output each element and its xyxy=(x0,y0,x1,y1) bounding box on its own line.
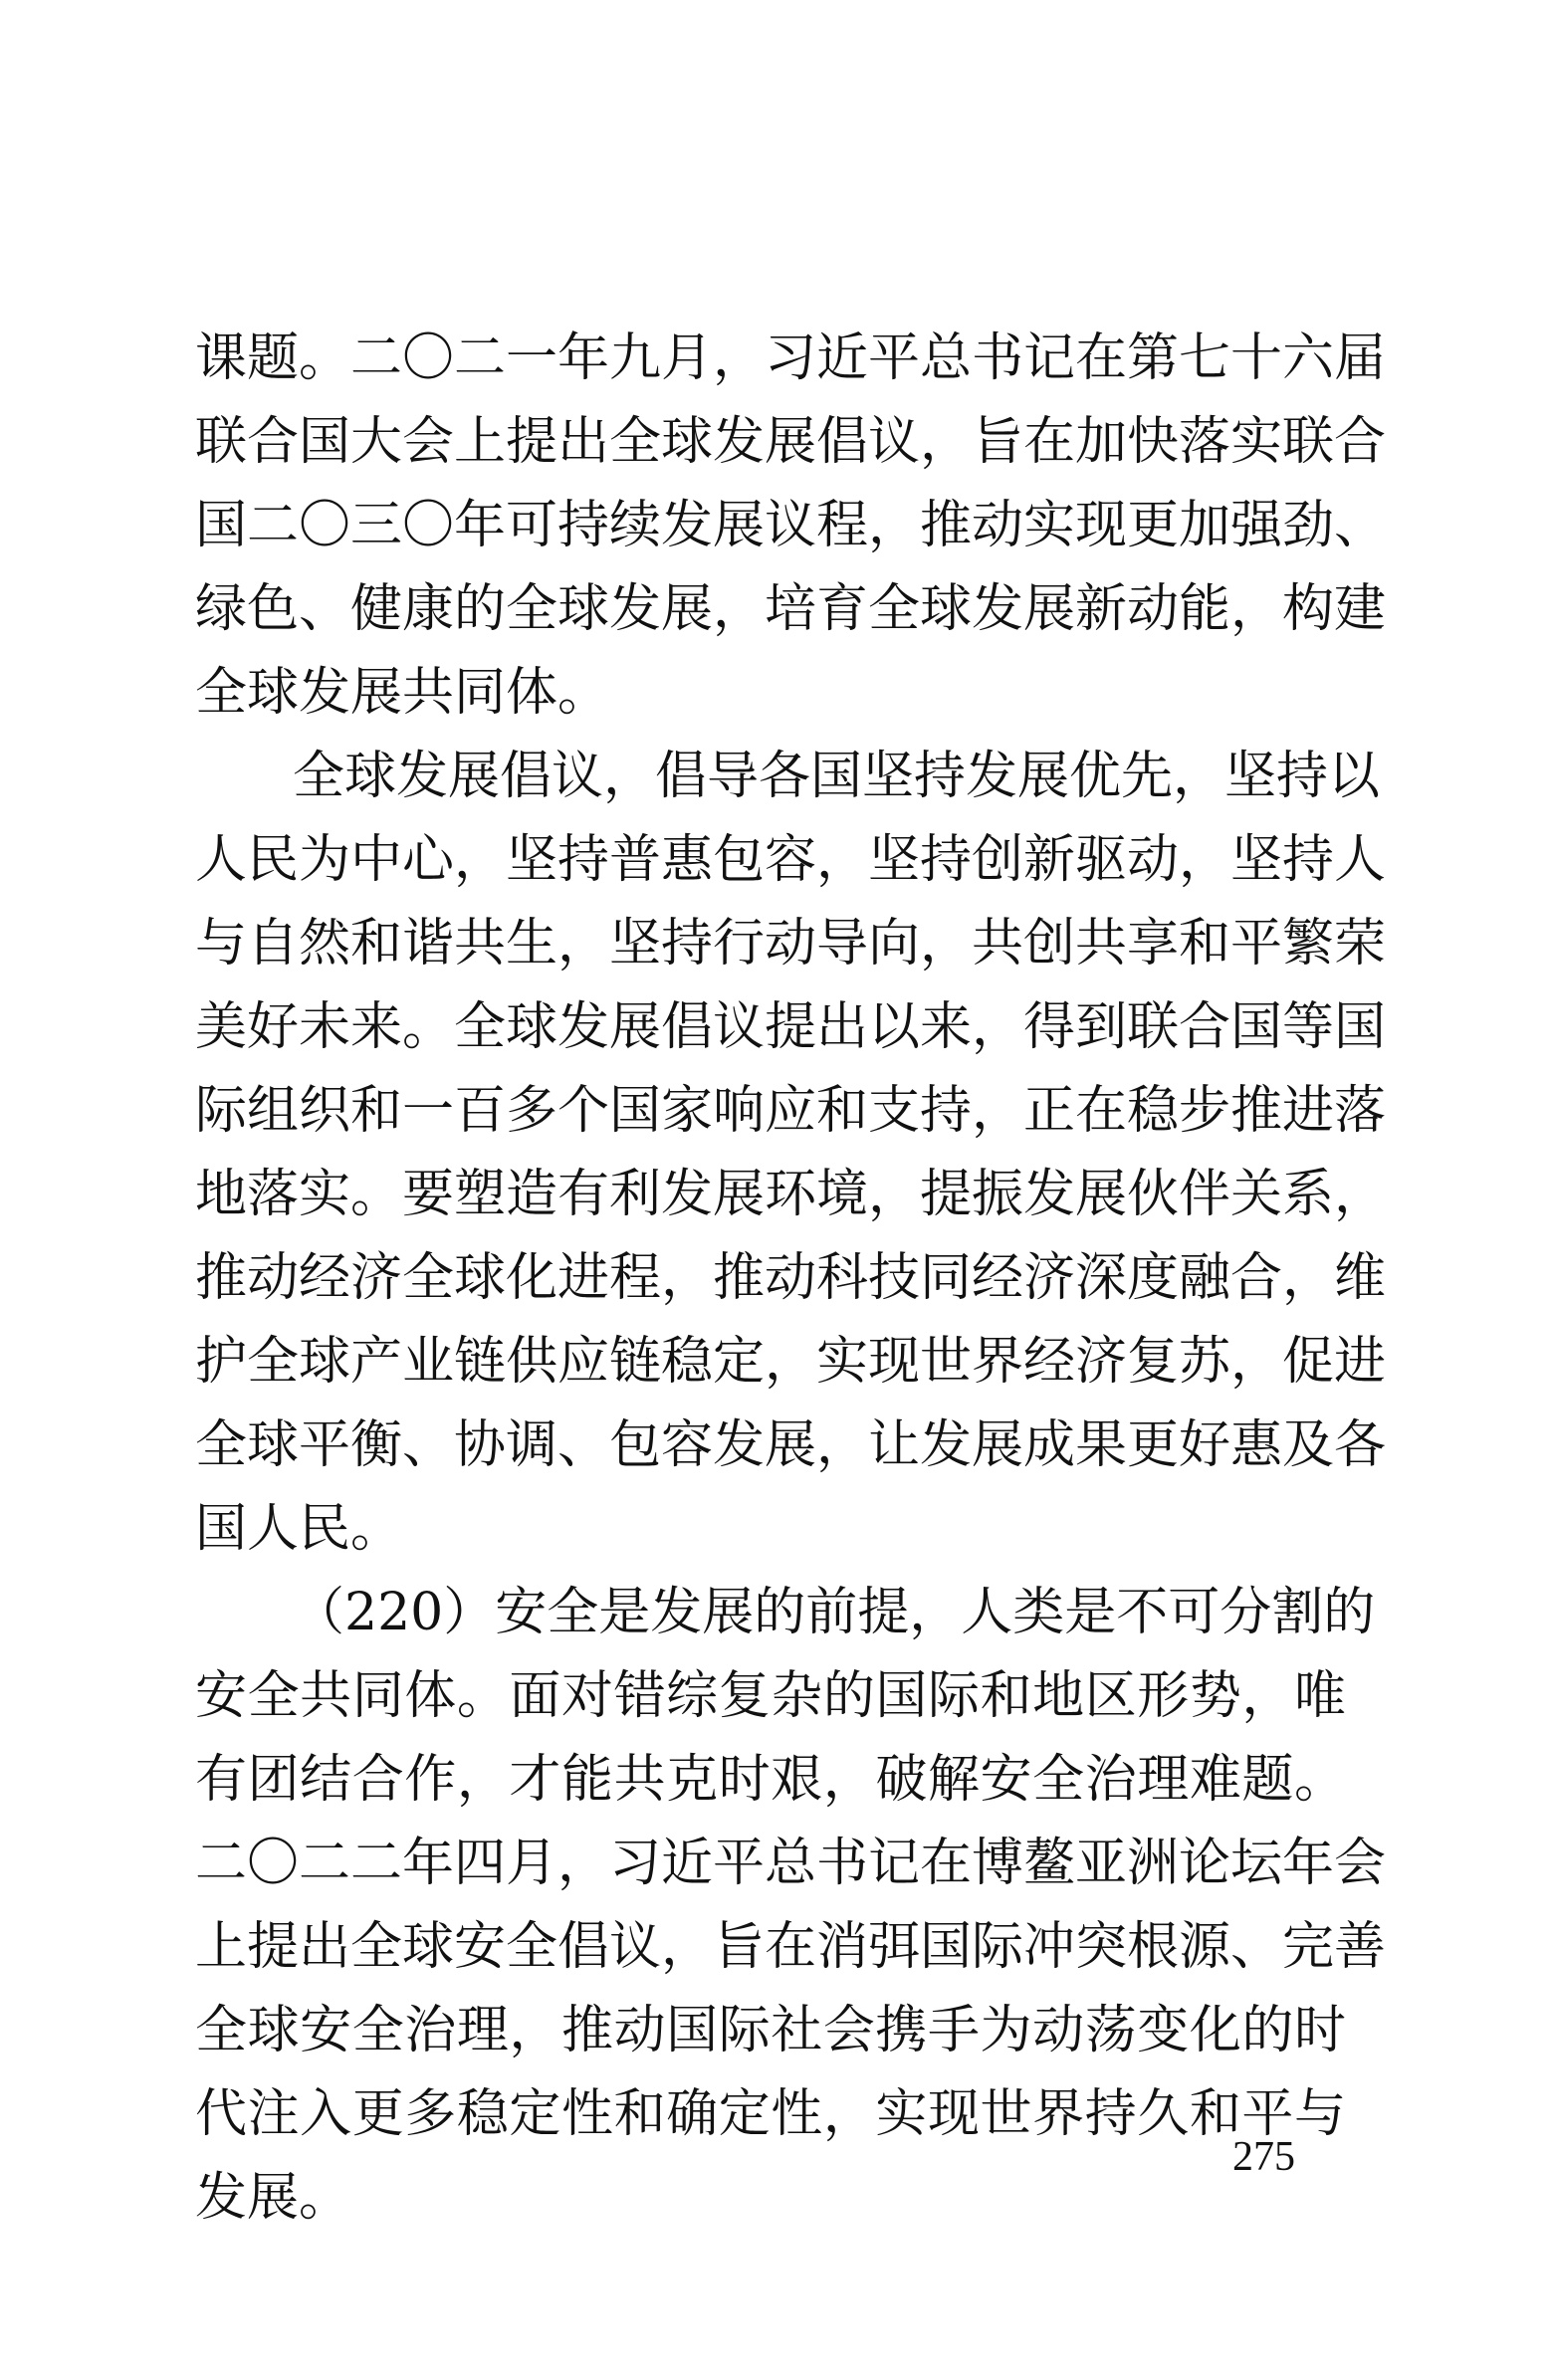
text-line: 代注入更多稳定性和确定性，实现世界持久和平与 xyxy=(195,2084,1346,2144)
text-line: 课题。二〇二一年九月，习近平总书记在第七十六届 xyxy=(195,328,1387,388)
text-line: 二〇二二年四月，习近平总书记在博鳌亚洲论坛年会 xyxy=(195,1834,1387,1893)
text-line: 全球发展倡议，倡导各国坚持发展优先，坚持以 xyxy=(293,747,1381,806)
body-text xyxy=(195,317,1387,2240)
text-line: 有团结合作，才能共克时艰，破解安全治理难题。 xyxy=(195,1750,1346,1810)
text-line: 推动经济全球化进程，推动科技同经济深度融合，维 xyxy=(195,1248,1387,1308)
paragraph-2 xyxy=(195,735,1387,1571)
text-line: 国二〇三〇年可持续发展议程，推动实现更加强劲、 xyxy=(195,496,1387,555)
text-line: 绿色、健康的全球发展，培育全球发展新动能，构建 xyxy=(195,579,1387,639)
paragraph-3 xyxy=(195,1571,1387,2240)
paragraph-1 xyxy=(195,317,1387,735)
text-line: 全球发展共同体。 xyxy=(195,663,610,723)
text-line: 安全共同体。面对错综复杂的国际和地区形势，唯 xyxy=(195,1666,1346,1726)
text-line: 美好未来。全球发展倡议提出以来，得到联合国等国 xyxy=(195,997,1387,1057)
page-number: 275 xyxy=(1232,2134,1295,2180)
text-line: 联合国大会上提出全球发展倡议，旨在加快落实联合 xyxy=(195,412,1387,472)
text-line: 际组织和一百多个国家响应和支持，正在稳步推进落 xyxy=(195,1081,1387,1141)
text-line: （220）安全是发展的前提，人类是不可分割的 xyxy=(293,1583,1376,1642)
text-line: 与自然和谐共生，坚持行动导向，共创共享和平繁荣 xyxy=(195,914,1387,974)
text-line: 人民为中心，坚持普惠包容，坚持创新驱动，坚持人 xyxy=(195,830,1387,890)
text-line: 上提出全球安全倡议，旨在消弭国际冲突根源、完善 xyxy=(195,1917,1387,1977)
text-line: 全球安全治理，推动国际社会携手为动荡变化的时 xyxy=(195,2001,1346,2060)
text-line: 地落实。要塑造有利发展环境，提振发展伙伴关系， xyxy=(195,1165,1387,1224)
text-line: 全球平衡、协调、包容发展，让发展成果更好惠及各 xyxy=(195,1415,1387,1475)
text-line: 护全球产业链供应链稳定，实现世界经济复苏，促进 xyxy=(195,1332,1387,1392)
text-line: 发展。 xyxy=(195,2168,351,2228)
text-line: 国人民。 xyxy=(195,1499,403,1559)
